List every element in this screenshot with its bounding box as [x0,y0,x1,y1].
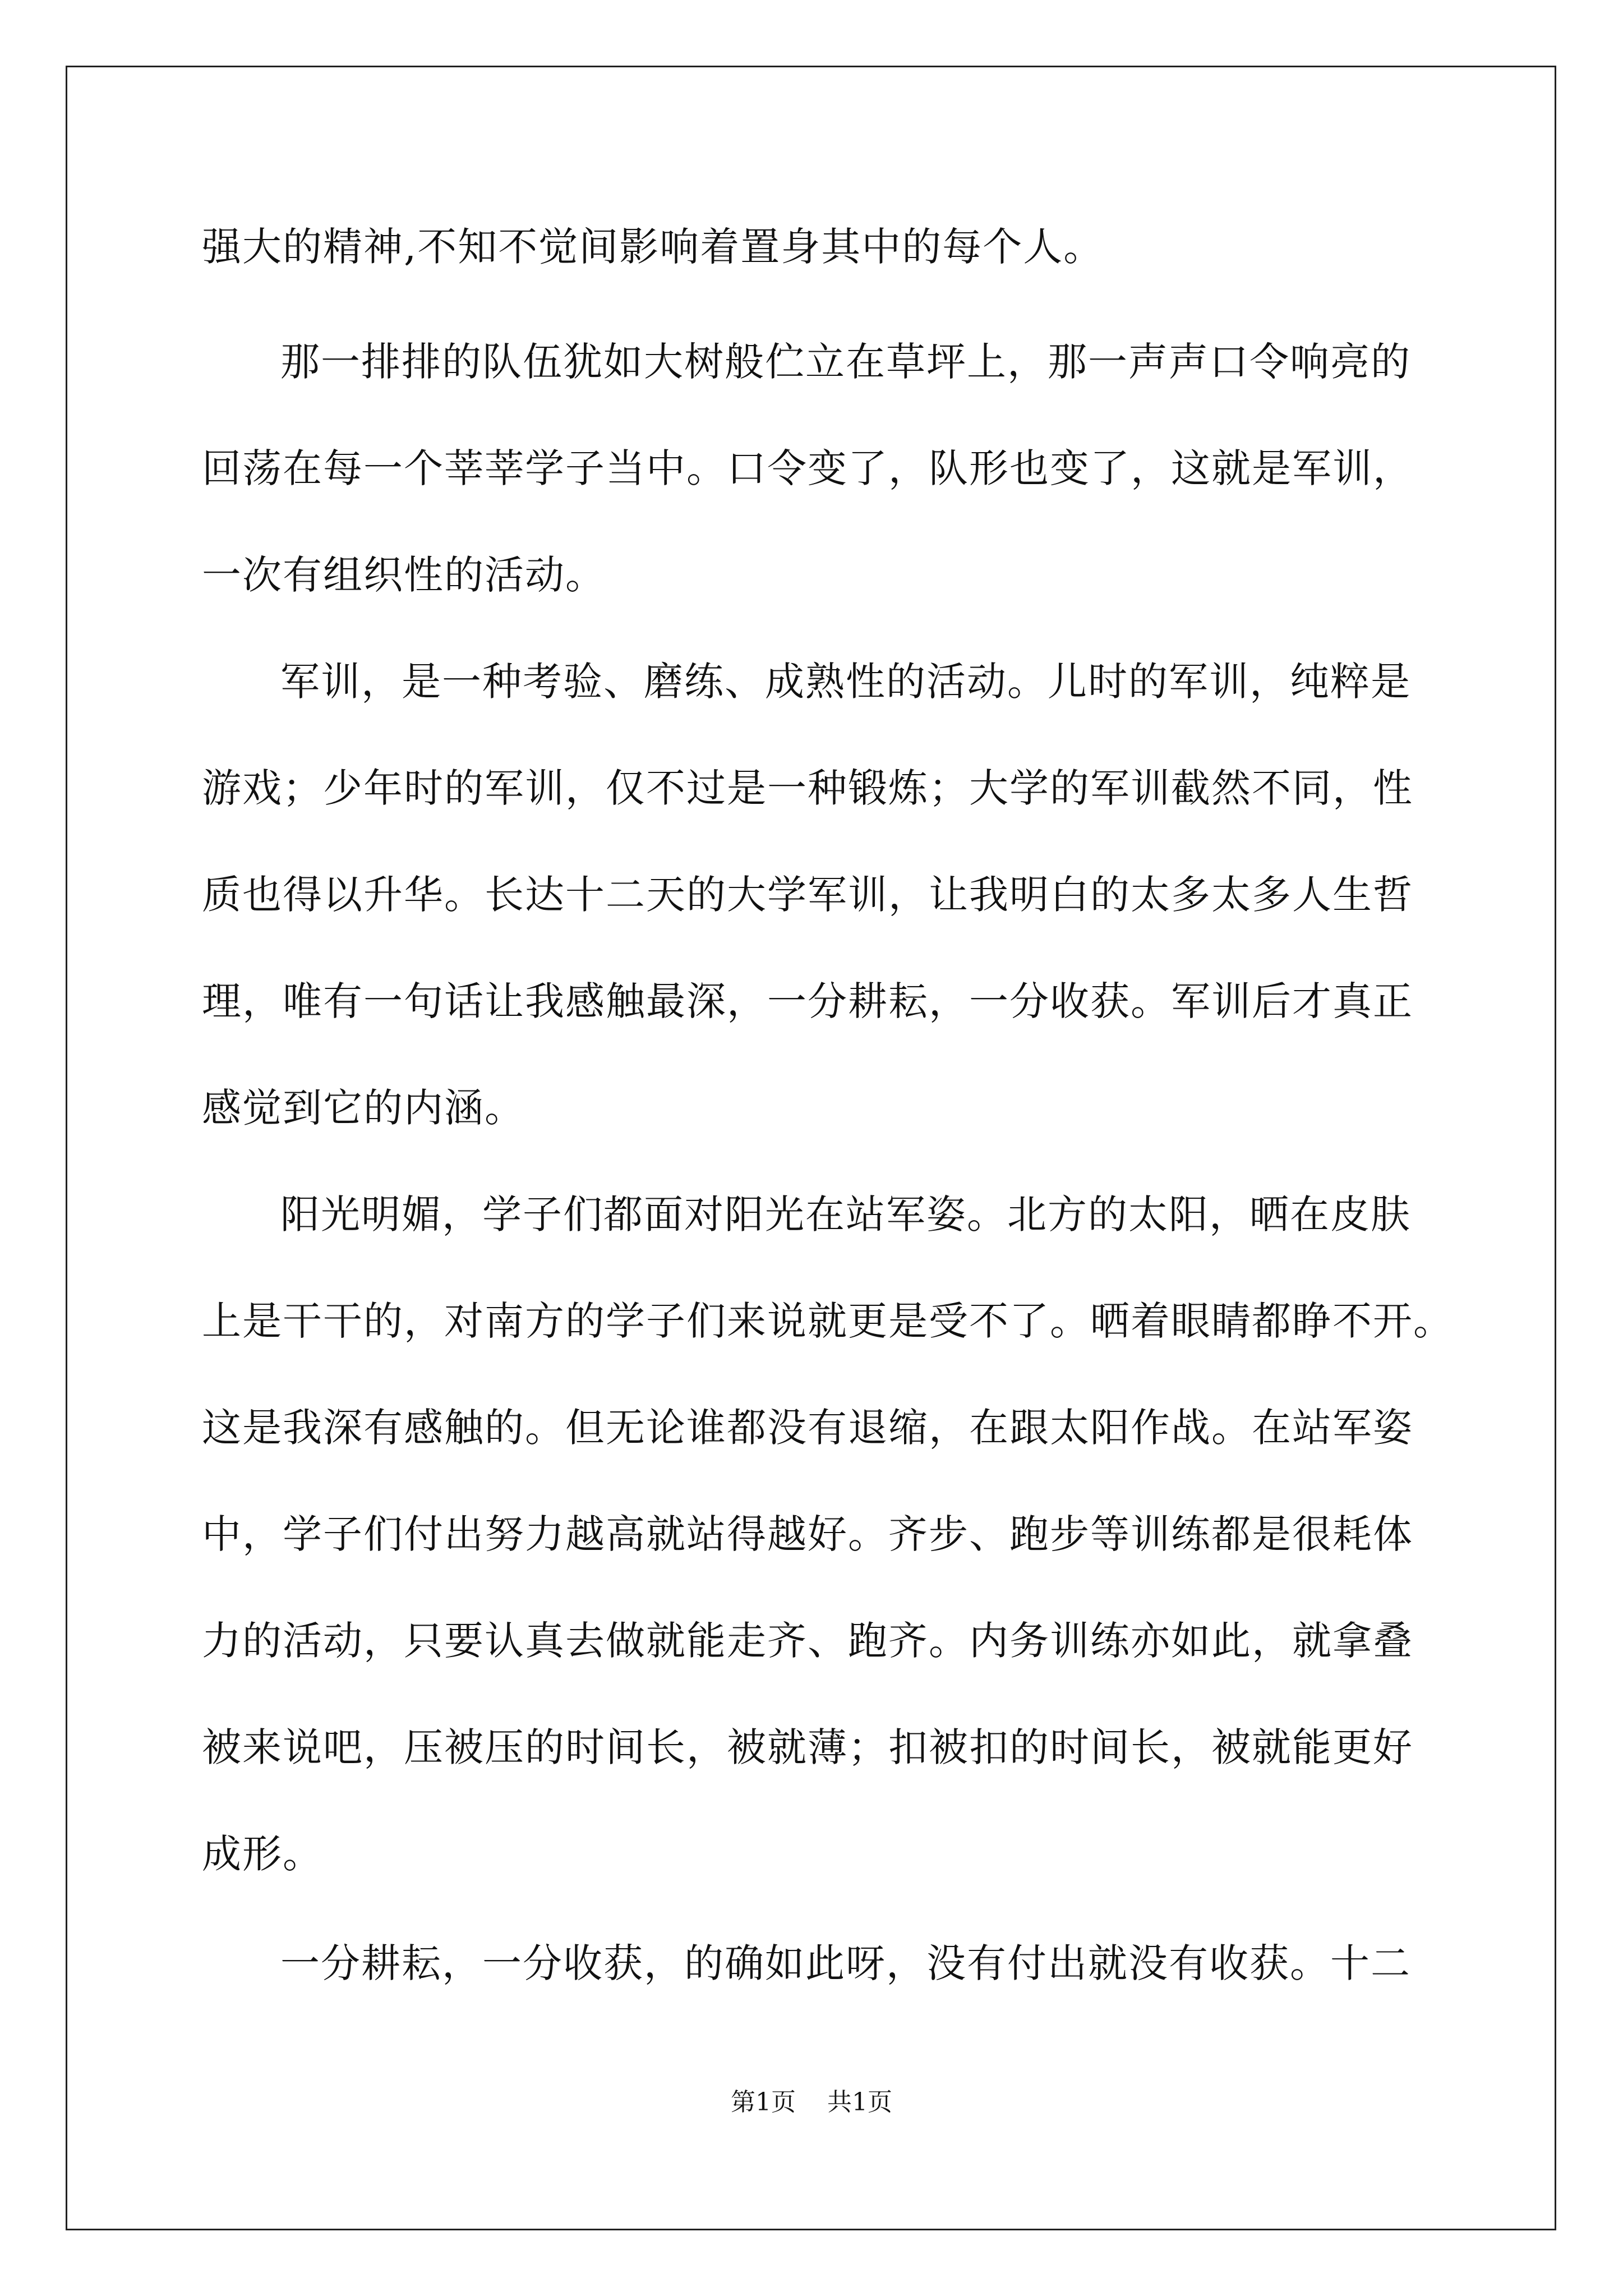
text-line: 强大的精神,不知不觉间影响着置身其中的每个人。 [202,224,1104,270]
text-line: 力的活动，只要认真去做就能走齐、跑齐。内务训练亦如此，就拿叠 [202,1618,1413,1664]
text-line: 成形。 [202,1831,323,1877]
text-line: 被来说吧，压被压的时间长，被就薄；扣被扣的时间长，被就能更好 [202,1724,1413,1770]
text-line: 游戏；少年时的军训，仅不过是一种锻炼；大学的军训截然不同，性 [202,765,1413,811]
text-line: 中，学子们付出努力越高就站得越好。齐步、跑步等训练都是很耗体 [202,1511,1413,1557]
text-line: 这是我深有感触的。但无论谁都没有退缩，在跟太阳作战。在站军姿 [202,1405,1413,1451]
text-line: 那一排排的队伍犹如大树般伫立在草坪上，那一声声口令响亮的 [280,339,1411,385]
page-border [66,66,1556,2230]
text-line: 感觉到它的内涵。 [202,1085,525,1131]
page-footer: 第1页 共1页 [731,2088,892,2116]
text-line: 一分耕耘，一分收获，的确如此呀，没有付出就没有收获。十二 [280,1940,1411,1986]
text-line: 理，唯有一句话让我感触最深，一分耕耘，一分收获。军训后才真正 [202,978,1413,1024]
text-line: 回荡在每一个莘莘学子当中。口令变了，队形也变了，这就是军训， [202,445,1413,491]
text-line: 一次有组织性的活动。 [202,552,606,598]
text-line: 军训，是一种考验、磨练、成熟性的活动。儿时的军训，纯粹是 [280,659,1411,705]
text-line: 上是干干的，对南方的学子们来说就更是受不了。晒着眼睛都睁不开。 [202,1298,1454,1344]
text-line: 阳光明媚，学子们都面对阳光在站军姿。北方的太阳，晒在皮肤 [280,1191,1411,1237]
text-line: 质也得以升华。长达十二天的大学军训，让我明白的太多太多人生哲 [202,872,1413,918]
